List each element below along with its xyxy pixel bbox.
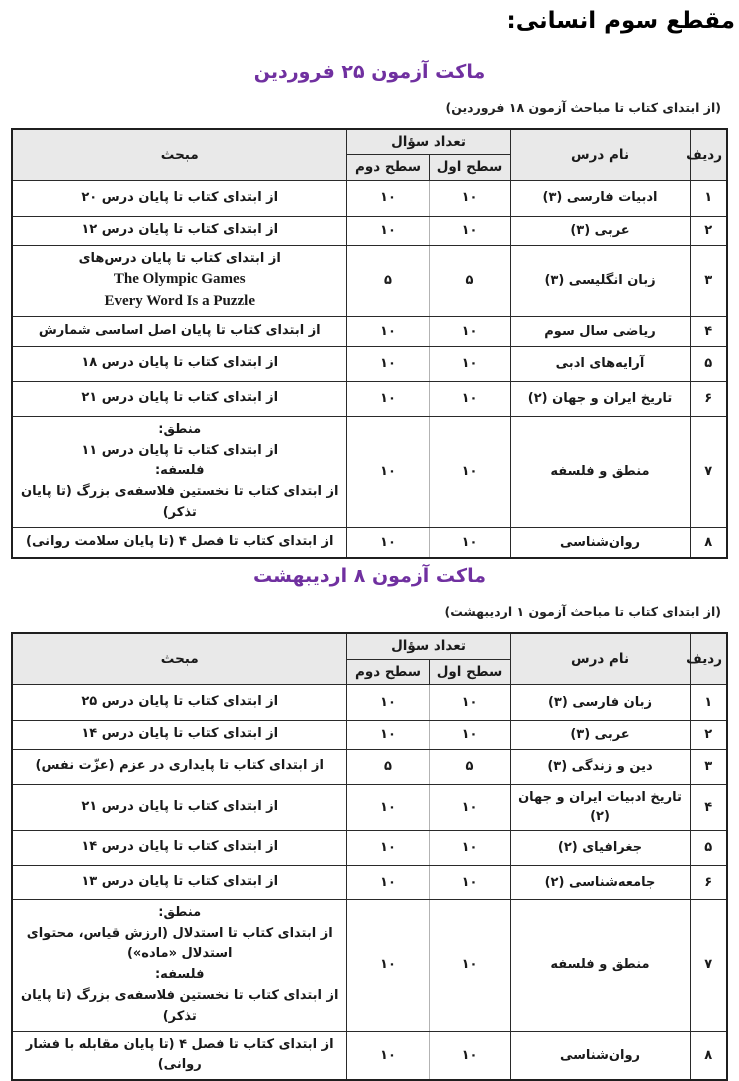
topic-line-english: Every Word Is a Puzzle — [104, 293, 255, 310]
topic-line: از ابتدای کتاب تا استدلال (ارزش قیاس، محتوای استدلال «ماده») — [26, 925, 333, 962]
cell-level2-count: ۱۰ — [347, 180, 429, 216]
topic-line: منطق: — [158, 904, 202, 920]
cell-topic — [12, 899, 347, 1031]
column-header-question-count: تعداد سؤال — [347, 129, 510, 155]
cell-level1-count: ۱۰ — [429, 865, 510, 899]
cell-course-name: منطق و فلسفه — [510, 416, 690, 527]
topic-line: از ابتدای کتاب تا پایان اصل اساسی شمارش — [38, 322, 321, 338]
cell-level2-count: ۱۰ — [347, 830, 429, 865]
table-row — [12, 865, 727, 899]
column-header-topic: مبحث — [12, 633, 347, 684]
cell-row-number: ۵ — [690, 830, 727, 865]
cell-course-name: ادبیات فارسی (۳) — [510, 180, 690, 216]
cell-topic — [12, 830, 347, 865]
topic-line: از ابتدای کتاب تا پایان درس ۲۱ — [81, 390, 279, 406]
cell-course-name: جغرافیای (۲) — [510, 830, 690, 865]
topic-line: از ابتدای کتاب تا نخستین فلاسفه‌ی بزرگ (تا پایان تذکر) — [21, 484, 339, 520]
cell-topic — [12, 1031, 347, 1080]
cell-topic — [12, 865, 347, 899]
cell-topic — [12, 216, 347, 245]
table-row — [12, 899, 727, 1031]
column-header-row-number: ردیف — [690, 129, 727, 180]
cell-level1-count: ۵ — [429, 749, 510, 784]
cell-course-name: جامعه‌شناسی (۲) — [510, 865, 690, 899]
cell-level1-count: ۱۰ — [429, 381, 510, 416]
cell-level2-count: ۱۰ — [347, 381, 429, 416]
table-row — [12, 346, 727, 381]
table-row — [12, 684, 727, 720]
column-header-row-number: ردیف — [690, 633, 727, 684]
cell-level2-count: ۱۰ — [347, 684, 429, 720]
column-header-question-count: تعداد سؤال — [347, 633, 510, 659]
cell-course-name: تاریخ ادبیات ایران و جهان (۲) — [510, 784, 690, 830]
cell-level1-count: ۱۰ — [429, 316, 510, 346]
topic-line: از ابتدای کتاب تا پایان درس ۱۴ — [81, 839, 279, 855]
cell-level1-count: ۱۰ — [429, 899, 510, 1031]
cell-row-number: ۳ — [690, 245, 727, 316]
cell-topic — [12, 749, 347, 784]
topic-line: فلسفه: — [154, 463, 205, 479]
column-header-course-name: نام درس — [510, 129, 690, 180]
cell-course-name: ریاضی سال سوم — [510, 316, 690, 346]
cell-level1-count: ۱۰ — [429, 1031, 510, 1080]
section-2-subtitle: (از ابتدای کتاب تا مباحث آزمون ۱ اردیبهشت) — [444, 604, 721, 620]
cell-course-name: زبان فارسی (۳) — [510, 684, 690, 720]
cell-row-number: ۸ — [690, 527, 727, 558]
cell-level1-count: ۱۰ — [429, 830, 510, 865]
column-header-level-2: سطح دوم — [347, 155, 429, 180]
cell-level2-count: ۵ — [347, 749, 429, 784]
topic-line: فلسفه: — [154, 967, 205, 983]
topic-line: از ابتدای کتاب تا پایان درس ۲۰ — [81, 189, 279, 205]
cell-course-name: دین و زندگی (۳) — [510, 749, 690, 784]
cell-topic — [12, 245, 347, 316]
cell-level2-count: ۱۰ — [347, 865, 429, 899]
table-row — [12, 749, 727, 784]
topic-line-english: The Olympic Games — [113, 271, 246, 288]
topic-line: از ابتدای کتاب تا پایداری در عزم (عزّت نفس) — [35, 758, 324, 774]
topic-line: از ابتدای کتاب تا پایان درس ۲۱ — [81, 798, 279, 814]
cell-level1-count: ۱۰ — [429, 346, 510, 381]
cell-topic — [12, 180, 347, 216]
exam-table-1 — [11, 128, 728, 559]
topic-line: از ابتدای کتاب تا پایان درس ۱۸ — [81, 355, 279, 371]
cell-topic — [12, 684, 347, 720]
section-1-heading: ماکت آزمون ۲۵ فروردین — [253, 61, 486, 83]
cell-row-number: ۱ — [690, 684, 727, 720]
cell-course-name: زبان انگلیسی (۳) — [510, 245, 690, 316]
cell-row-number: ۱ — [690, 180, 727, 216]
exam-table-2 — [11, 632, 728, 1081]
topic-line: از ابتدای کتاب تا پایان درس ۱۱ — [81, 442, 279, 458]
cell-level1-count: ۱۰ — [429, 684, 510, 720]
table-row — [12, 245, 727, 316]
cell-level1-count: ۱۰ — [429, 216, 510, 245]
column-header-topic: مبحث — [12, 129, 347, 180]
cell-level2-count: ۱۰ — [347, 1031, 429, 1080]
cell-level1-count: ۱۰ — [429, 527, 510, 558]
cell-level1-count: ۱۰ — [429, 720, 510, 749]
cell-topic — [12, 416, 347, 527]
cell-topic — [12, 527, 347, 558]
cell-row-number: ۲ — [690, 720, 727, 749]
table-row — [12, 1031, 727, 1080]
table-row — [12, 180, 727, 216]
topic-line: منطق: — [158, 421, 202, 437]
cell-level2-count: ۱۰ — [347, 216, 429, 245]
cell-level1-count: ۱۰ — [429, 180, 510, 216]
table-row — [12, 720, 727, 749]
cell-course-name: روان‌شناسی — [510, 1031, 690, 1080]
topic-line: از ابتدای کتاب تا نخستین فلاسفه‌ی بزرگ (تا پایان تذکر) — [21, 987, 339, 1024]
table-row — [12, 316, 727, 346]
table-row — [12, 830, 727, 865]
cell-level2-count: ۱۰ — [347, 720, 429, 749]
table-row — [12, 784, 727, 830]
page-title: مقطع سوم انسانی: — [506, 8, 735, 34]
table-row — [12, 416, 727, 527]
cell-row-number: ۶ — [690, 381, 727, 416]
cell-course-name: تاریخ ایران و جهان (۲) — [510, 381, 690, 416]
cell-topic — [12, 381, 347, 416]
cell-level2-count: ۵ — [347, 245, 429, 316]
cell-level2-count: ۱۰ — [347, 316, 429, 346]
cell-course-name: عربی (۳) — [510, 720, 690, 749]
column-header-level-2: سطح دوم — [347, 659, 429, 684]
cell-row-number: ۳ — [690, 749, 727, 784]
column-header-course-name: نام درس — [510, 633, 690, 684]
cell-course-name: روان‌شناسی — [510, 527, 690, 558]
cell-course-name: عربی (۳) — [510, 216, 690, 245]
cell-row-number: ۲ — [690, 216, 727, 245]
cell-course-name: منطق و فلسفه — [510, 899, 690, 1031]
table-row — [12, 216, 727, 245]
cell-row-number: ۸ — [690, 1031, 727, 1080]
cell-topic — [12, 346, 347, 381]
cell-level2-count: ۱۰ — [347, 346, 429, 381]
topic-line: از ابتدای کتاب تا پایان درس ۲۵ — [81, 693, 279, 709]
cell-level2-count: ۱۰ — [347, 784, 429, 830]
table-row — [12, 527, 727, 558]
topic-line: از ابتدای کتاب تا پایان درس ۱۲ — [81, 222, 279, 238]
cell-topic — [12, 720, 347, 749]
column-header-level-1: سطح اول — [429, 659, 510, 684]
table-row — [12, 381, 727, 416]
cell-level1-count: ۵ — [429, 245, 510, 316]
topic-line: از ابتدای کتاب تا فصل ۴ (تا پایان مقابله با فشار روانی) — [25, 1036, 334, 1073]
topic-line: از ابتدای کتاب تا پایان درس ۱۴ — [81, 726, 279, 742]
cell-level2-count: ۱۰ — [347, 527, 429, 558]
cell-row-number: ۴ — [690, 784, 727, 830]
cell-row-number: ۷ — [690, 416, 727, 527]
cell-topic — [12, 316, 347, 346]
cell-row-number: ۶ — [690, 865, 727, 899]
cell-row-number: ۷ — [690, 899, 727, 1031]
section-2-heading: ماکت آزمون ۸ اردیبهشت — [253, 565, 486, 588]
topic-line: از ابتدای کتاب تا پایان درس‌های — [78, 250, 281, 266]
cell-level2-count: ۱۰ — [347, 899, 429, 1031]
section-1-subtitle: (از ابتدای کتاب تا مباحث آزمون ۱۸ فروردین) — [445, 100, 721, 115]
cell-row-number: ۵ — [690, 346, 727, 381]
cell-level2-count: ۱۰ — [347, 416, 429, 527]
topic-line: از ابتدای کتاب تا پایان درس ۱۳ — [81, 873, 279, 889]
cell-level1-count: ۱۰ — [429, 416, 510, 527]
cell-level1-count: ۱۰ — [429, 784, 510, 830]
topic-line: از ابتدای کتاب تا فصل ۴ (تا پایان سلامت روانی) — [26, 534, 334, 550]
cell-row-number: ۴ — [690, 316, 727, 346]
cell-course-name: آرایه‌های ادبی — [510, 346, 690, 381]
column-header-level-1: سطح اول — [429, 155, 510, 180]
cell-topic — [12, 784, 347, 830]
